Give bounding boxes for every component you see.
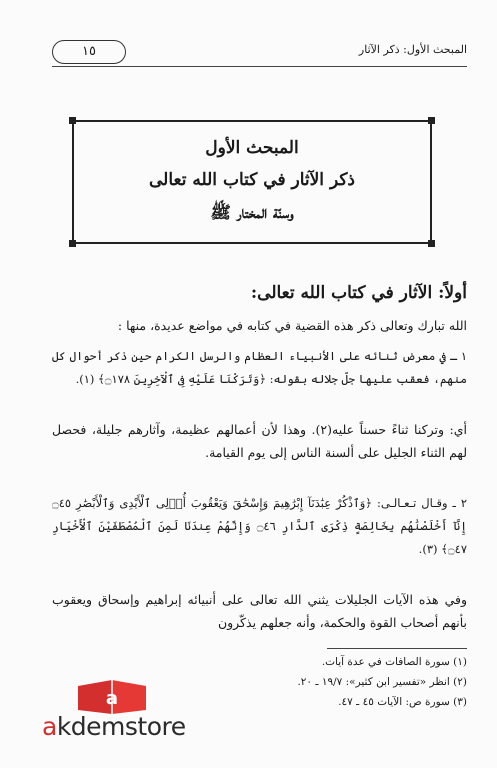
header-rule [52, 66, 467, 67]
paragraph-4: وفي هذه الآيات الجليلات يثني الله تعالى على أنبيائه إبراهيم وإسحاق ويعقوب بأنهم أصحاب القوة والحكمة، وأنه جعلهم يذكّرون [52, 592, 467, 630]
paragraph-2: أي: وتركنا ثناءً حسناً عليه(٢). وهذا لأن أعمالهم عظيمة، وآثارهم جليلة، فحصل لهم الثناء الجليل على ألسنة الناس إلى يوم القيامة. [52, 422, 467, 460]
chapter-title-box [72, 120, 432, 244]
brand-prefix: a [42, 712, 57, 741]
corner-ornament [428, 240, 435, 247]
brand-rest: kdemstore [56, 712, 186, 741]
page-header [52, 36, 467, 66]
store-brand [42, 712, 186, 741]
corner-ornament [69, 240, 76, 247]
paragraph-intro: الله تبارك وتعالى ذكر هذه القضية في كتابه في مواضع عديدة، منها : [117, 318, 467, 333]
page-number: ١٥ [52, 40, 126, 64]
paragraph-1: ١ ـ في معرض ثنائه على الأنبياء العظام والرسل الكرام حين ذكر أحوال كل منهم، فعقب عليها جلّ جلاله بقوله: ﴿وَتَرَكْنَا عَلَيْهِ فِى ٱلْآخِرِينَ ۝١٧٨﴾ (١). [52, 349, 467, 386]
corner-ornament [69, 117, 76, 124]
footnote-2: (٢) انظر «تفسير ابن كثير»: ١٩/٧ ـ ٢٠. [297, 676, 467, 688]
chapter-title-line3: وسنّة المختار ﷺ [210, 203, 294, 223]
footnote-rule [327, 648, 467, 649]
footnote-3: (٣) سورة ص: الآيات ٤٥ ـ ٤٧. [338, 696, 467, 708]
section-heading: أولاً: الآثار في كتاب الله تعالى: [250, 283, 467, 303]
chapter-title-line1: المبحث الأول [205, 138, 299, 158]
paragraph-3: ٢ ـ وقـال تـعـالـى: ﴿وَٱذْكُرْ عِبَٰدَنَآ إِبْرَٰهِيمَ وَإِسْحَٰقَ وَيَعْقُوبَ أُو۟لِى ٱلْأَيْدِى وَٱلْأَبْصَٰرِ ۝٤٥ إِنَّآ أَخْلَصْنَٰهُم بِخَالِصَةٍ ذِكْرَى ٱلدَّارِ ۝٤٦ وَإِنَّهُمْ عِندَنَا لَمِنَ ٱلْمُصْطَفَيْنَ ٱلْأَخْيَارِ ۝٤٧﴾ (٣). [52, 496, 467, 556]
chapter-title-line2: ذكر الآثار في كتاب الله تعالى [149, 170, 355, 190]
corner-ornament [428, 117, 435, 124]
footnote-1: (١) سورة الصافات في عدة آيات. [321, 656, 467, 668]
logo-letter: a [105, 688, 119, 709]
running-head: المبحث الأول: ذكر الآثار [358, 43, 467, 56]
